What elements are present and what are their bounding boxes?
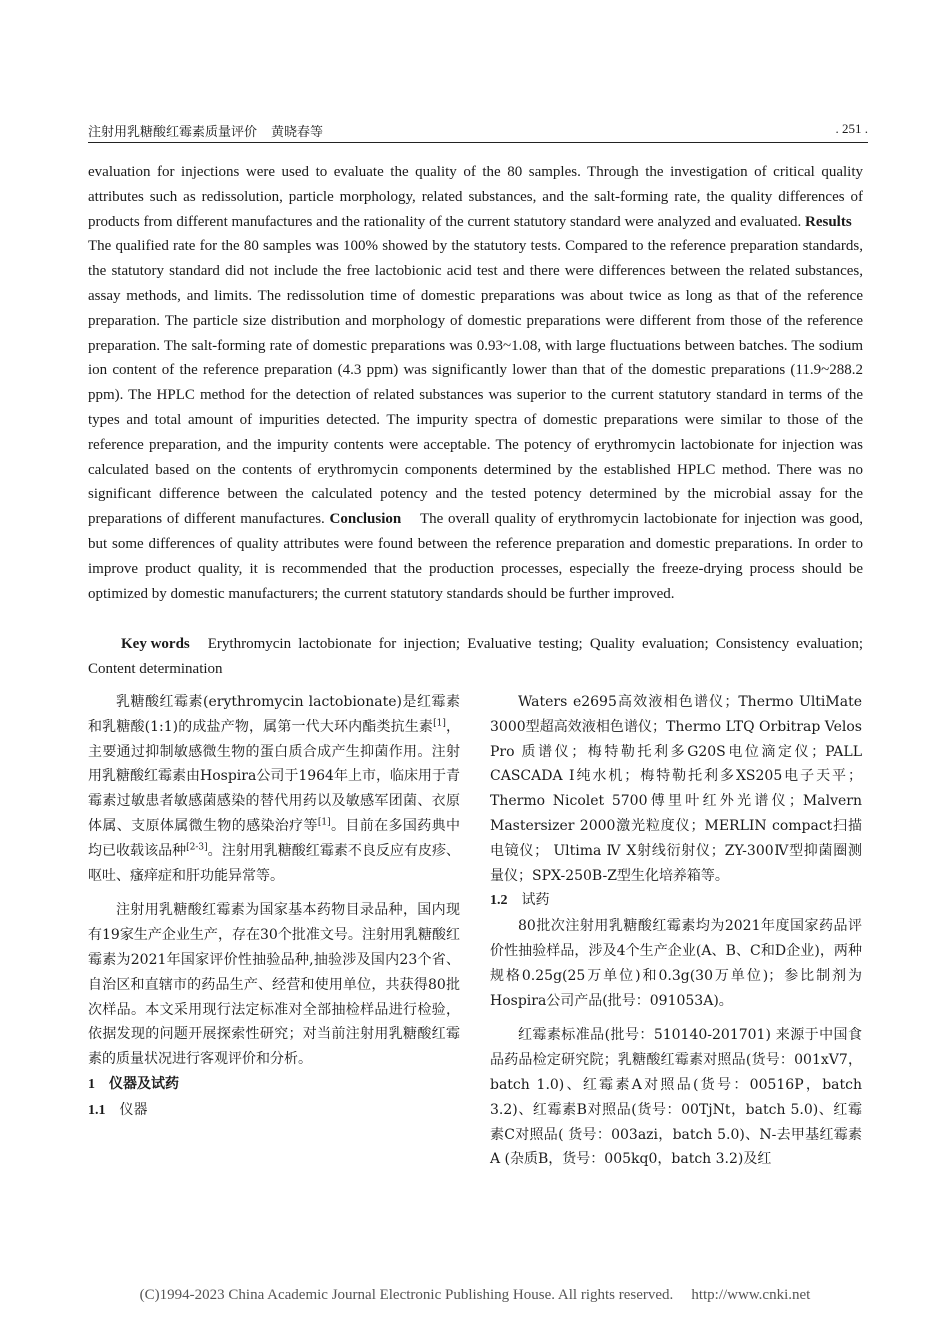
- citation-3: [2-3]: [186, 842, 208, 853]
- intro-text-1d: 。注射用乳糖酸红霉素不良反应有皮疹、呕吐、瘙痒症和肝功能异常等。: [88, 842, 461, 884]
- section-heading-1: [88, 1072, 460, 1098]
- instruments-paragraph: Waters e2695高效液相色谱仪；Thermo UltiMate 3000型超高效液相色谱仪；Thermo LTQ Orbitrap Velos Pro 质谱仪；梅特勒托利多G20S电位滴定仪；PALL CASCADA Ⅰ纯水机；梅特勒托利多XS205电子天平；Thermo Nicolet 5700傅里叶红外光谱仪；Malvern Mastersizer 2000激光粒度仪；MERLIN compact扫描电镜仪； Ultima Ⅳ X射线衍射仪；ZY-300Ⅳ型抑菌圈测量仪；SPX-250B-Z型生化培养箱等。: [490, 694, 862, 884]
- right-column: [490, 690, 862, 1172]
- reagents-paragraph-1: 80批次注射用乳糖酸红霉素均为2021年度国家药品评价性抽验样品，涉及4个生产企业(A、B、C和D企业)，两种规格0.25g(25万单位)和0.3g(30万单位)；参比制剂为Hospira公司产品(批号：091053A)。: [490, 918, 862, 1009]
- intro-text-1c: 。目前在多国药典中均已收载该品种: [88, 817, 461, 859]
- intro-text-1a: 乳糖酸红霉素(erythromycin lactobionate)是红霉素和乳糖酸(1:1)的成盐产物，属第一代大环内酯类抗生素: [88, 694, 460, 735]
- conclusion-label: Conclusion: [329, 511, 402, 528]
- intro-text-1b: ，主要通过抑制敏感微生物的蛋白质合成产生抑菌作用。注射用乳糖酸红霉素由Hospira公司于1964年上市，临床用于青霉素过敏患者敏感菌感染的替代用药以及敏感军团菌、衣原体属、支原体属微生物的感染治疗等: [88, 718, 460, 834]
- copyright-footer: [0, 1287, 950, 1304]
- section-number-1: 1: [88, 1076, 95, 1092]
- keywords: [88, 632, 863, 682]
- intro-paragraph-2: 注射用乳糖酸红霉素为国家基本药物目录品种，国内现有19家生产企业生产，存在30个批准文号。注射用乳糖酸红霉素为2021年国家评价性抽验品种,抽验涉及国内23个省、自治区和直辖市的药品生产、经营和使用单位，共获得80批次样品。本文采用现行法定标准对全部抽检样品进行检验，依据发现的问题开展探索性研究；对当前注射用乳糖酸红霉素的质量状况进行客观评价和分析。: [88, 902, 460, 1068]
- citation-1: [1]: [433, 718, 446, 729]
- abstract-conclusion: The overall quality of erythromycin lactobionate for injection was good, but some differences of quality attributes were found between the reference preparation and domestic preparations. In order to improve product quality, it is recommended that the production processes, especially the freeze-drying process should be optimized by domestic manufacturers; the current statutory standards should be further improved.: [88, 511, 864, 602]
- english-abstract: [88, 160, 863, 606]
- keywords-text: Erythromycin lactobionate for injection; Evaluative testing; Quality evaluation; Consistency evaluation; Content determination: [88, 636, 863, 677]
- subsection-title-1-1: 仪器: [119, 1101, 148, 1118]
- running-title: [88, 121, 323, 140]
- abstract-results: The qualified rate for the 80 samples was 100% showed by the statutory tests. Compared to the reference preparation standards, the statutory standard did not include the free lactobionic acid test and there were differences between the related substances, assay methods, and limits. The redissolution time of domestic preparations was about twice as long as that of the reference preparation. The particle size distribution and morphology of domestic preparations were different from those of the reference preparation. The salt-forming rate of domestic preparations was 0.93~1.08, with large fluctuations between batches. The sodium ion content of the reference preparation (4.3 ppm) was significantly lower than that of the domestic preparations (11.9~288.2 ppm). The HPLC method for the detection of related substances was superior to the current statutory standard in terms of the types and total amount of impurities detected. The impurity spectra of domestic preparations were similar to those of the reference preparation, and the impurity contents were acceptable. The potency of erythromycin lactobionate for injection was calculated based on the contents of erythromycin components determined by the established HPLC method. There was no significant difference between the calculated potency and the tested potency determined by the microbial assay for the preparations of different manufactures.: [88, 238, 863, 528]
- page-number: . 251 .: [835, 121, 868, 136]
- keywords-label: Key words: [121, 636, 190, 652]
- citation-2: [1]: [317, 817, 331, 828]
- subsection-heading-1-2: [490, 888, 862, 914]
- journal-article-title: 注射用乳糖酸红霉素质量评价: [88, 125, 258, 140]
- left-column: [88, 690, 460, 1124]
- intro-paragraph-1: [88, 690, 460, 888]
- running-header: [88, 121, 868, 139]
- results-label: Results: [805, 213, 852, 230]
- subsection-title-1-2: 试药: [521, 892, 550, 909]
- running-authors: 黄晓春等: [271, 125, 324, 140]
- abstract-methods: evaluation for injections were used to evaluate the quality of the 80 samples. Through the investigation of critical quality attributes such as redissolution, particle morphology, related substances, and the salt-forming rate, the quality differences of products from different manufactures and the rationality of the current statutory standard were analyzed and evaluated.: [88, 164, 863, 230]
- subsection-number-1-2: 1.2: [490, 893, 508, 909]
- subsection-heading-1-1: [88, 1098, 460, 1124]
- subsection-number-1-1: 1.1: [88, 1102, 106, 1118]
- header-divider: [88, 142, 868, 143]
- section-title-1: 仪器及试药: [109, 1075, 179, 1092]
- copyright-text: (C)1994-2023 China Academic Journal Electronic Publishing House. All rights reserved.: [139, 1287, 674, 1303]
- reagents-paragraph-2: 红霉素标准品(批号：510140-201701) 来源于中国食品药品检定研究院；乳糖酸红霉素对照品(货号：001xV7，batch 1.0)、红霉素A对照品(货号：00516P，batch 3.2)、红霉素B对照品(货号：00TjNt，batch 5.0)、红霉素C对照品( 货号：003azi，batch 5.0)、N-去甲基红霉素A (杂质B，货号：005kq0，batch 3.2)及红: [490, 1027, 862, 1168]
- footer-url[interactable]: http://www.cnki.net: [691, 1287, 811, 1303]
